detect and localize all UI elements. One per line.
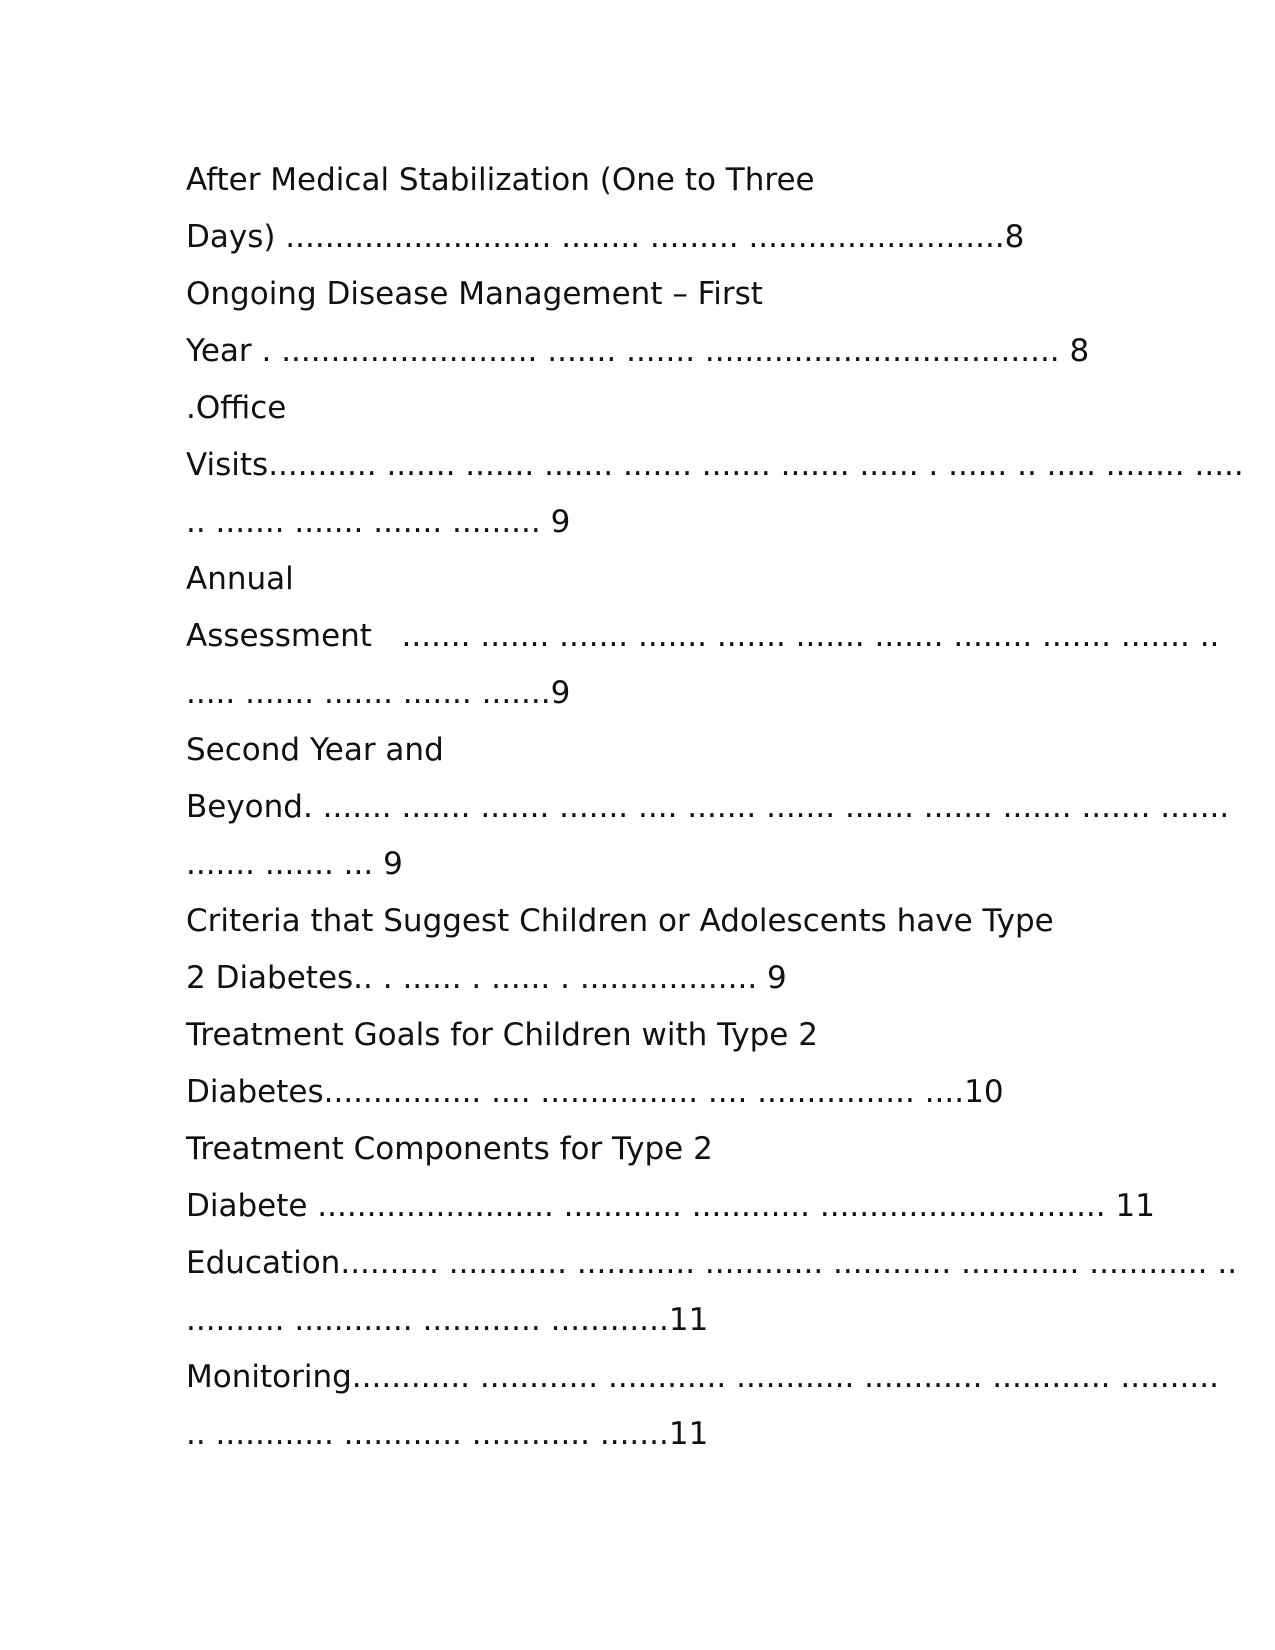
- toc-line: 2 Diabetes.. . ...... . ...... . .................. 9: [186, 960, 787, 996]
- toc-line: ....... ....... ... 9: [186, 846, 403, 882]
- toc-line: Monitoring............ ............ ............ ............ ............ ............ ..........: [186, 1359, 1219, 1395]
- toc-line: Second Year and: [186, 732, 444, 768]
- toc-line: Beyond. ....... ....... ....... ....... .... ....... ....... ....... ....... ....... ....... .......: [186, 789, 1230, 825]
- toc-line: .. ............ ............ ............ .......11: [186, 1416, 709, 1452]
- toc-line: Assessment ....... ....... ....... ....... ....... ....... ....... ........ ....... ....... ..: [186, 618, 1220, 654]
- toc-line: Annual: [186, 561, 294, 597]
- toc-line: Treatment Components for Type 2: [186, 1131, 713, 1167]
- toc-line: ..... ....... ....... ....... .......9: [186, 675, 571, 711]
- table-of-contents: [186, 152, 1244, 1463]
- toc-line: Days) ........................... ........ ......... ..........................8: [186, 219, 1025, 255]
- toc-line: Visits........... ....... ....... ....... ....... ....... ....... ...... . ...... .. ..... ........ .....: [186, 447, 1244, 483]
- toc-line: Diabetes................ .... ................ .... ................ ....10: [186, 1074, 1004, 1110]
- toc-line: After Medical Stabilization (One to Three: [186, 162, 815, 198]
- toc-line: Ongoing Disease Management – First: [186, 276, 763, 312]
- toc-line: .. ....... ....... ....... ......... 9: [186, 504, 571, 540]
- toc-line: Education.......... ............ ............ ............ ............ ............ ............ ..: [186, 1245, 1238, 1281]
- toc-line: .Office: [186, 390, 287, 426]
- toc-line: Year . .......................... ....... ....... .................................... 8: [186, 333, 1090, 369]
- toc-line: .......... ............ ............ ............11: [186, 1302, 709, 1338]
- toc-line: Criteria that Suggest Children or Adolescents have Type: [186, 903, 1054, 939]
- toc-line: Treatment Goals for Children with Type 2: [186, 1017, 818, 1053]
- toc-line: Diabete ........................ ............ ............ ............................. 11: [186, 1188, 1155, 1224]
